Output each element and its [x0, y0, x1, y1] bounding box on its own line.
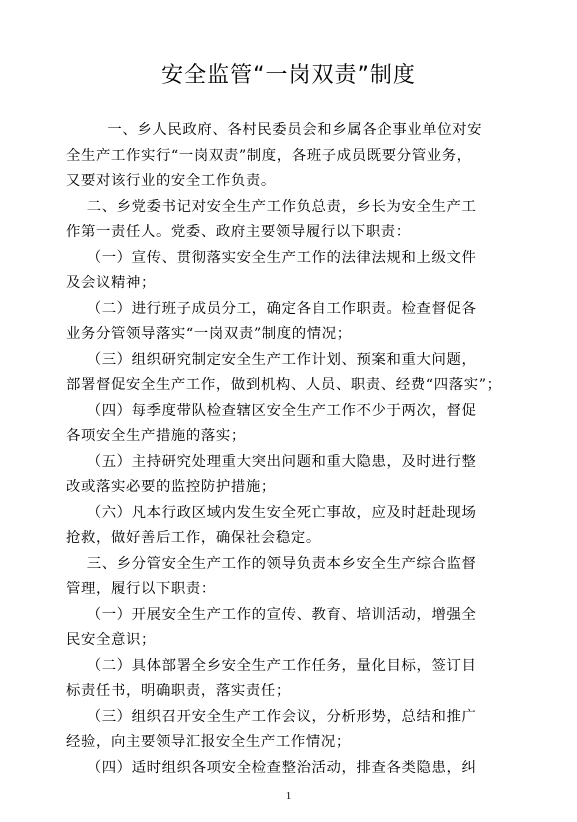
text-line: （六）凡本行政区域内发生安全死亡事故，应及时赶赴现场	[66, 504, 477, 521]
text-line: 抢救，做好善后工作，确保社会稳定。	[66, 530, 321, 546]
text-line: 管理，履行以下职责：	[66, 581, 216, 597]
text-line: （四）适时组织各项安全检查整治活动，排查各类隐患，纠	[66, 759, 477, 776]
text-line: 一、乡人民政府、各村民委员会和乡属各企事业单位对安	[66, 122, 483, 138]
text-line: 全生产工作实行“一岗双责”制度，各班子成员既要分管业务，	[66, 147, 472, 164]
text-line: 改或落实必要的监控防护措施；	[66, 479, 276, 495]
text-line: 三、乡分管安全生产工作的领导负责本乡安全生产综合监督	[66, 555, 477, 572]
text-line: 各项安全生产措施的落实；	[66, 428, 246, 444]
text-line: 及会议精神；	[66, 275, 156, 291]
text-line: （五）主持研究处理重大突出问题和重大隐患，及时进行整	[66, 453, 477, 470]
text-line: （三）组织研究制定安全生产工作计划、预案和重大问题，	[66, 351, 477, 368]
text-line: 标责任书，明确职责，落实责任；	[66, 683, 291, 699]
text-line: 作第一责任人。党委、政府主要领导履行以下职责：	[66, 224, 411, 240]
text-line: 部署督促安全生产工作，做到机构、人员、职责、经费“四落实”；	[66, 377, 502, 393]
text-line: 业务分管领导落实“一岗双责”制度的情况；	[66, 326, 352, 342]
document-body	[66, 118, 518, 781]
text-line: 又要对该行业的安全工作负责。	[66, 173, 276, 189]
text-line: （三）组织召开安全生产工作会议，分析形势，总结和推广	[66, 708, 477, 725]
text-line: 民安全意识；	[66, 632, 156, 648]
text-line: 经验，向主要领导汇报安全生产工作情况；	[66, 734, 351, 750]
document-title: 安全监管“一岗双责”制度	[161, 63, 416, 88]
text-line: （二）具体部署全乡安全生产工作任务，量化目标，签订目	[66, 657, 477, 674]
text-line: （一）宣传、贯彻落实安全生产工作的法律法规和上级文件	[66, 249, 477, 266]
text-line: 二、乡党委书记对安全生产工作负总责，乡长为安全生产工	[66, 198, 477, 215]
text-line: （二）进行班子成员分工，确定各自工作职责。检查督促各	[66, 300, 477, 317]
text-line: （四）每季度带队检查辖区安全生产工作不少于两次，督促	[66, 402, 477, 419]
page-number: 1	[285, 790, 292, 802]
text-line: （一）开展安全生产工作的宣传、教育、培训活动，增强全	[66, 606, 477, 623]
